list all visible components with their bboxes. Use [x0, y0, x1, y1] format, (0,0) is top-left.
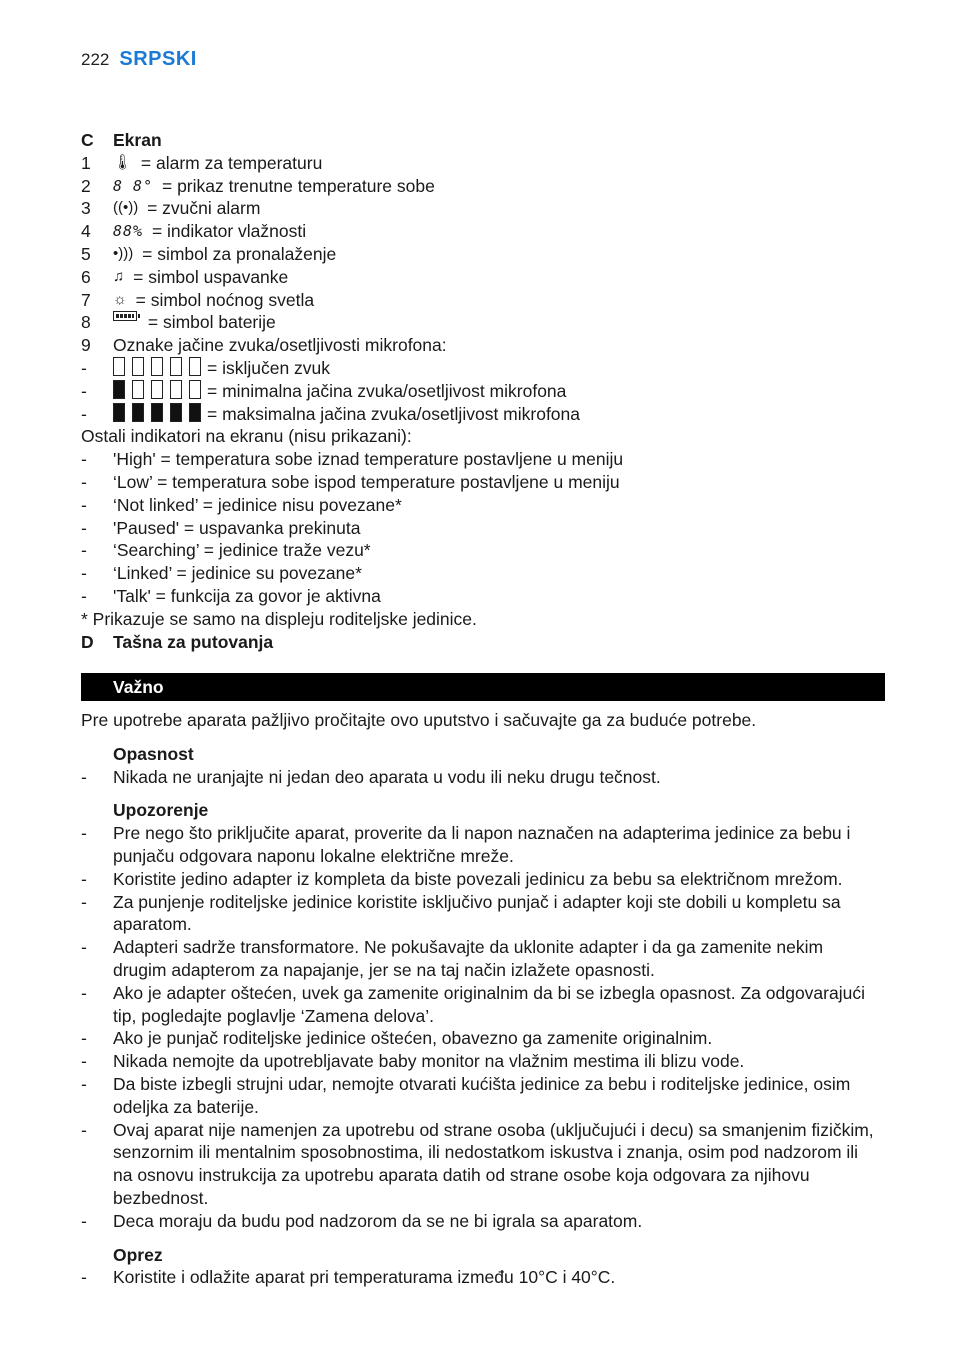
display-item: 7 ☼ = simbol noćnog svetla [81, 289, 315, 310]
other-indicators-title: Ostali indikatori na ekranu (nisu prikazani): [81, 426, 412, 447]
list-item: - Ako je punjač roditeljske jedinice oštećen, obavezno ga zamenite originalnim. [81, 1028, 713, 1049]
list-item: - Koristite i odlažite aparat pri temperaturama između 10°C i 40°C. [81, 1267, 616, 1288]
list-item: - Ovaj aparat nije namenjen za upotrebu od strane osoba (uključujući i decu) sa smanjenim fizičkim, senzornim ili mentalnim sposobnostima, ili nedostatkom iskustva i znanja, osim pod nadzorom ili na osnovu instrukcija za upotrebu aparata datih od strane osobe koja odgovara za njihovu bezbednost. [81, 1119, 874, 1208]
section-c [81, 129, 623, 653]
important-intro: Pre upotrebe aparata pažljivo pročitajte ovo uputstvo i sačuvajte ga za buduće potrebe. [81, 710, 757, 730]
important-body [81, 709, 881, 1289]
volume-bar [151, 357, 163, 376]
volume-level-row: - = isključen zvuk [81, 357, 331, 378]
danger-list [81, 766, 881, 789]
volume-level-row: - = minimalna jačina zvuka/osetljivost mikrofona [81, 380, 567, 401]
display-item: 8 = simbol baterije [81, 312, 276, 333]
page-header [81, 48, 197, 71]
display-item: 5 •))) = simbol za pronalaženje [81, 243, 337, 264]
volume-bars-icon [113, 380, 201, 403]
page-number: 222 [81, 50, 110, 69]
volume-bar [170, 403, 182, 422]
indicator-item: - ‘Linked’ = jedinice su povezane* [81, 563, 362, 584]
volume-bar [113, 357, 125, 376]
display-items-list [81, 152, 623, 334]
volume-bar [113, 403, 125, 422]
list-item: - Adapteri sadrže transformatore. Ne pokušavajte da uklonite adapter i da ga zamenite nekim drugim adapterom za napajanje, jer se na taj način izlažete opasnosti. [81, 937, 824, 980]
caution-list [81, 1266, 881, 1289]
danger-title: Opasnost [113, 743, 194, 764]
volume-bar [170, 357, 182, 376]
other-indicators-list [81, 448, 623, 608]
display-item: 4 88% = indikator vlažnosti [81, 221, 307, 242]
night-light-icon: ☼ [113, 290, 127, 308]
volume-bar [132, 403, 144, 422]
list-item: - Ako je adapter oštećen, uvek ga zamenite originalnim da bi se izbegla opasnost. Za odgovarajući tip, pogledajte poglavlje ‘Zamena delova’. [81, 982, 865, 1026]
list-item: - Pre nego što priključite aparat, proverite da li napon naznačen na adapterima jedinice za bebu i punjaču odgovara naponu lokalne električne mreže. [81, 823, 851, 866]
footnote: * Prikazuje se samo na displeju roditeljske jedinice. [81, 608, 477, 629]
list-item: - Za punjenje roditeljske jedinice koristite isključivo punjač i adapter koji ste dobili u kompletu sa aparatom. [81, 891, 841, 935]
volume-bar [189, 403, 201, 422]
caution-title: Oprez [113, 1244, 163, 1265]
volume-bar [132, 380, 144, 399]
music-note-icon: ♫ [113, 267, 125, 285]
warning-title: Upozorenje [113, 800, 209, 821]
warning-list [81, 822, 881, 1232]
volume-bar [113, 380, 125, 399]
battery-icon [113, 311, 137, 321]
volume-bars-icon [113, 403, 201, 426]
volume-bar [170, 380, 182, 399]
humidity-digits-icon: 88% [113, 222, 144, 241]
section-c-title: Ekran [113, 130, 162, 150]
sound-alarm-icon: ((•)) [113, 199, 139, 217]
volume-bar [132, 357, 144, 376]
volume-level-list [81, 357, 623, 425]
volume-bar [189, 380, 201, 399]
display-item: 3 ((•)) = zvučni alarm [81, 198, 261, 219]
language-title: SRPSKI [119, 48, 197, 70]
display-item: 6 ♫ = simbol uspavanke [81, 266, 289, 287]
section-d-heading: D Tašna za putovanja [81, 631, 274, 652]
list-item: - Nikada nemojte da upotrebljavate baby monitor na vlažnim mestima ili blizu vode. [81, 1051, 745, 1072]
indicator-item: - 'Paused' = uspavanka prekinuta [81, 517, 361, 538]
indicator-item: - 'High' = temperatura sobe iznad temperature postavljene u meniju [81, 449, 624, 470]
volume-bar [151, 403, 163, 422]
indicator-item: - 'Talk' = funkcija za govor je aktivna [81, 585, 381, 606]
indicator-item: - ‘Searching’ = jedinice traže vezu* [81, 540, 371, 561]
display-item: 2 8 8° = prikaz trenutne temperature sobe [81, 175, 435, 196]
section-d-title: Tašna za putovanja [113, 631, 274, 652]
thermometer-icon: 🌡 [113, 153, 133, 171]
indicator-item: - ‘Not linked’ = jedinice nisu povezane* [81, 494, 402, 515]
list-item: - Nikada ne uranjajte ni jedan deo aparata u vodu ili neku drugu tečnost. [81, 766, 661, 787]
list-item: - Koristite jedino adapter iz kompleta da biste povezali jedinicu za bebu sa električnom mrežom. [81, 868, 843, 889]
list-item: - Da biste izbegli strujni udar, nemojte otvarati kućišta jedinice za bebu i roditeljske jedinice, osim odeljka za baterije. [81, 1073, 851, 1117]
temperature-digits-icon: 8 8° [113, 176, 154, 195]
list-item: - Deca moraju da budu pod nadzorom da se ne bi igrala sa aparatom. [81, 1210, 643, 1231]
important-banner: Važno [81, 673, 885, 701]
section-c-heading: C Ekran [81, 130, 162, 150]
paging-icon: •))) [113, 244, 134, 262]
display-item: 1 🌡 = alarm za temperaturu [81, 152, 323, 173]
volume-bar [189, 357, 201, 376]
level-title-row: 9 Oznake jačine zvuka/osetljivosti mikrofona: [81, 335, 447, 356]
indicator-item: - ‘Low’ = temperatura sobe ispod temperature postavljene u meniju [81, 471, 620, 492]
volume-level-row: - = maksimalna jačina zvuka/osetljivost mikrofona [81, 403, 581, 424]
volume-bar [151, 380, 163, 399]
volume-bars-icon [113, 357, 201, 380]
